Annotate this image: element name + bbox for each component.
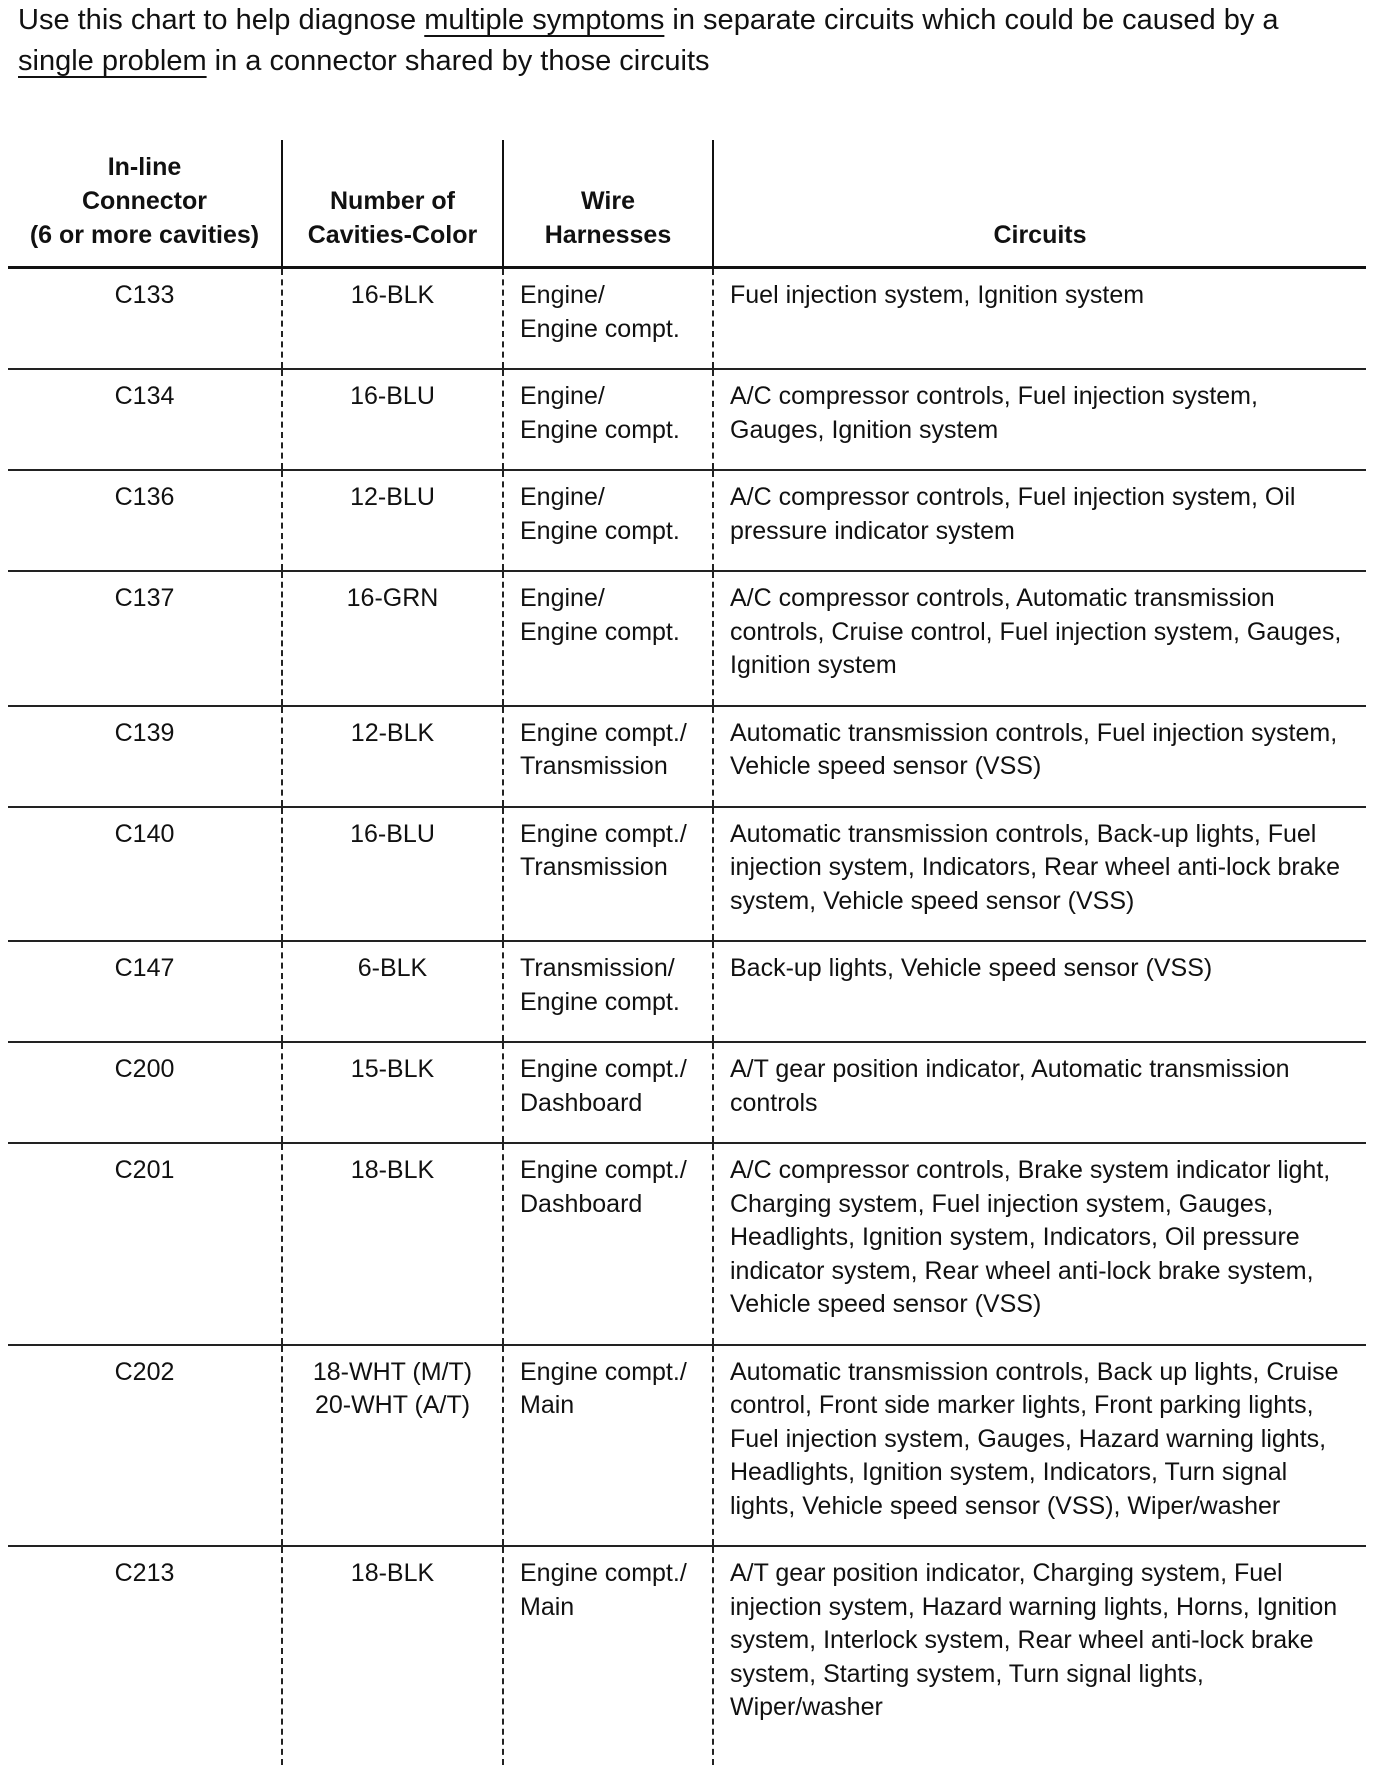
header-cavities: Number of Cavities-Color: [282, 140, 503, 268]
cell-circuits: Automatic transmission controls, Back-up lights, Fuel injection system, Indicators, Rear wheel anti-lock brake system, Vehicle speed sensor (VSS): [713, 807, 1366, 942]
harness-line: Main: [520, 1592, 575, 1621]
connector-chart-table: [8, 140, 1366, 1765]
cell-cavities-color: [282, 1143, 503, 1345]
cell-connector: C201: [8, 1143, 282, 1345]
harness-line: Engine compt./: [520, 1357, 687, 1386]
intro-part-3: in a connector shared by those circuits: [206, 45, 710, 77]
harness-line: Engine compt.: [520, 516, 680, 545]
intro-underline-single-problem: single problem: [18, 45, 207, 77]
cell-cavities-color: [282, 1546, 503, 1765]
harness-line: Main: [520, 1391, 575, 1419]
cavities-color-line: 16-BLK: [350, 281, 435, 309]
cell-wire-harnesses: [503, 1345, 713, 1547]
harness-line: Engine compt./: [520, 718, 687, 747]
cell-cavities-color: [282, 1042, 503, 1143]
table-row: [8, 571, 1366, 706]
intro-part-1: Use this chart to help diagnose: [18, 4, 425, 36]
cavities-color-line: 20-WHT (A/T): [314, 1391, 471, 1419]
intro-underline-multiple-symptoms: multiple symptoms: [424, 4, 665, 36]
cell-connector: C213: [114, 1559, 175, 1587]
cell-wire-harnesses: [503, 941, 713, 1042]
harness-line: Engine compt.: [520, 415, 680, 444]
cell-connector: C134: [8, 369, 282, 470]
cell-circuits: A/C compressor controls, Automatic transmission controls, Cruise control, Fuel injection system, Gauges, Ignition system: [713, 571, 1366, 706]
cell-cavities-color: [282, 470, 503, 571]
cell-circuits: Automatic transmission controls, Back up lights, Cruise control, Front side marker lights, Front parking lights, Fuel injection system, Gauges, Hazard warning lights, Headlights, Ignition system, Indicators, Turn signal lights, Vehicle speed sensor (VSS), Wiper/washer: [713, 1345, 1366, 1547]
cell-cavities-color: [282, 807, 503, 942]
header-connector: In-line Connector (6 or more cavities): [8, 140, 282, 268]
cell-cavities-color: [282, 706, 503, 807]
harness-line: Dashboard: [520, 1189, 643, 1218]
harness-line: Engine compt./: [520, 819, 687, 848]
table-row: [8, 1345, 1366, 1547]
harness-line: Engine compt./: [520, 1156, 687, 1184]
cavities-color-line: 12-BLK: [350, 718, 435, 747]
cell-wire-harnesses: [503, 1143, 713, 1345]
table-row: [8, 1143, 1366, 1345]
harness-line: Engine/: [520, 483, 605, 511]
cell-cavities-color: [282, 268, 503, 370]
table-row: [8, 941, 1366, 1042]
cell-circuits: A/C compressor controls, Fuel injection system, Oil pressure indicator system: [713, 470, 1366, 571]
cavities-color-line: 12-BLU: [350, 483, 435, 511]
cell-wire-harnesses: [503, 268, 713, 370]
cell-connector: C202: [8, 1345, 282, 1547]
intro-part-2: in separate circuits which could be caused by a: [664, 4, 1279, 36]
cavities-color-line: 6-BLK: [357, 954, 428, 982]
cell-connector: C136: [8, 470, 282, 571]
cell-cavities-color: [282, 941, 503, 1042]
harness-line: Engine compt.: [520, 617, 680, 646]
table-row: [8, 470, 1366, 571]
cavities-color-line: 18-BLK: [350, 1156, 435, 1184]
table-row: [8, 706, 1366, 807]
table-row: [8, 1546, 1366, 1765]
table-row: [8, 807, 1366, 942]
table-row: [8, 1042, 1366, 1143]
cell-connector: C139: [8, 706, 282, 807]
table-row: [8, 369, 1366, 470]
harness-line: Engine compt./: [520, 1055, 687, 1083]
harness-line: Engine/: [520, 584, 605, 612]
cell-connector: C200: [8, 1042, 282, 1143]
cell-circuits: Back-up lights, Vehicle speed sensor (VSS): [713, 941, 1366, 1042]
cell-circuits: A/C compressor controls, Fuel injection system, Gauges, Ignition system: [713, 369, 1366, 470]
table-row: [8, 268, 1366, 370]
harness-line: Transmission: [520, 752, 668, 780]
intro-text: [18, 0, 1358, 82]
cell-cavities-color: [282, 1345, 503, 1547]
table-header: [8, 140, 1366, 268]
cell-circuits: A/T gear position indicator, Charging system, Fuel injection system, Hazard warning lights, Horns, Ignition system, Interlock system, Rear wheel anti-lock brake system, Starting system, Turn signal lights, Wiper/washer: [713, 1546, 1366, 1765]
header-harnesses: Wire Harnesses: [503, 140, 713, 268]
cell-wire-harnesses: [503, 1546, 713, 1765]
cell-circuits: A/T gear position indicator, Automatic transmission controls: [713, 1042, 1366, 1143]
cavities-color-line: 16-BLU: [350, 819, 435, 848]
cell-connector: C133: [8, 268, 282, 370]
cavities-color-line: 16-BLU: [350, 382, 435, 410]
table-body: [8, 268, 1366, 1765]
harness-line: Engine/: [520, 281, 605, 309]
cell-circuits: A/C compressor controls, Brake system indicator light, Charging system, Fuel injection system, Gauges, Headlights, Ignition system, Indicators, Oil pressure indicator system, Rear wheel anti-lock brake system, Vehicle speed sensor (VSS): [713, 1143, 1366, 1345]
cell-wire-harnesses: [503, 369, 713, 470]
harness-line: Engine compt.: [520, 987, 680, 1016]
harness-line: Engine compt./: [520, 1559, 687, 1587]
cell-connector: C137: [8, 571, 282, 706]
cavities-color-line: 15-BLK: [350, 1055, 435, 1083]
harness-line: Dashboard: [520, 1088, 643, 1117]
cavities-color-line: 16-GRN: [346, 584, 439, 612]
cell-wire-harnesses: [503, 807, 713, 942]
cell-connector: C147: [8, 941, 282, 1042]
cell-wire-harnesses: [503, 706, 713, 807]
cell-connector: C140: [8, 807, 282, 942]
cell-circuits: Automatic transmission controls, Fuel injection system, Vehicle speed sensor (VSS): [713, 706, 1366, 807]
header-circuits: Circuits: [713, 140, 1366, 268]
cell-wire-harnesses: [503, 571, 713, 706]
harness-line: Engine compt.: [520, 314, 680, 343]
harness-line: Engine/: [520, 382, 605, 410]
cell-wire-harnesses: [503, 1042, 713, 1143]
cell-wire-harnesses: [503, 470, 713, 571]
harness-line: Transmission/: [520, 954, 675, 982]
cavities-color-line: 18-WHT (M/T): [312, 1357, 473, 1386]
cell-cavities-color: [282, 369, 503, 470]
cell-cavities-color: [282, 571, 503, 706]
cell-circuits: Fuel injection system, Ignition system: [713, 268, 1366, 370]
harness-line: Transmission: [520, 853, 668, 881]
cavities-color-line: 18-BLK: [350, 1559, 435, 1587]
